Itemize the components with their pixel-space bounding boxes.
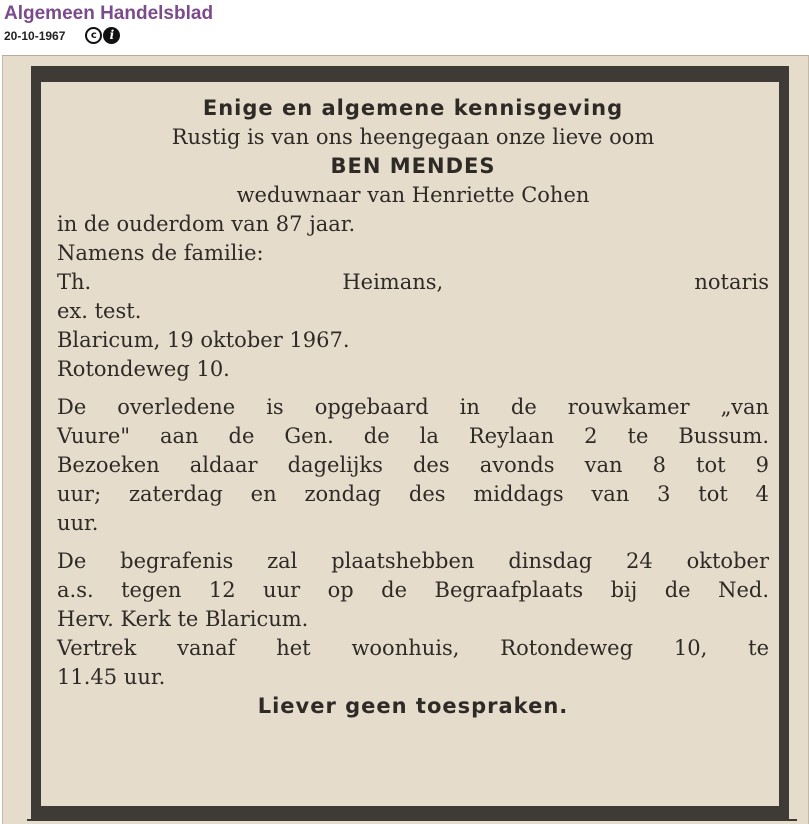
death-notice-text	[57, 94, 769, 721]
funeral-line: Herv. Kerk te Blaricum.	[57, 607, 309, 631]
viewing-line: Vuure" aan de Gen. de la Reylaan 2 te Bussum.	[57, 424, 769, 448]
departure-line: Vertrek vanaf het woonhuis, Rotondeweg 10, te	[57, 636, 769, 660]
closing-line: Liever geen toespraken.	[257, 694, 569, 718]
page-header	[4, 2, 213, 44]
meta-row	[4, 27, 213, 44]
newspaper-title[interactable]: Algemeen Handelsblad	[4, 3, 214, 24]
notice-intro: Rustig is van ons heengegaan onze lieve oom	[171, 125, 655, 149]
address-line: Rotondeweg 10.	[57, 357, 230, 381]
viewing-line: Bezoeken aldaar dagelijks des avonds van 8 tot 9	[57, 453, 769, 477]
death-notice-box	[31, 66, 789, 820]
viewing-line: De overledene is opgebaard in de rouwkamer „van	[57, 395, 769, 419]
viewing-paragraph	[57, 393, 769, 538]
widower-line: weduwnaar van Henriette Cohen	[236, 183, 590, 207]
departure-paragraph	[57, 634, 769, 692]
departure-line: 11.45 uur.	[57, 665, 166, 689]
copyright-icon[interactable]: c	[85, 27, 102, 44]
place-date: Blaricum, 19 oktober 1967.	[57, 328, 350, 352]
funeral-line: De begrafenis zal plaatshebben dinsdag 24 oktober	[57, 549, 769, 573]
viewing-line: uur.	[57, 511, 99, 535]
family-signer: Th. Heimans, notaris	[57, 270, 769, 294]
info-icon[interactable]: i	[103, 27, 120, 44]
funeral-line: a.s. tegen 12 uur op de Begraafplaats bij de Ned.	[57, 578, 769, 602]
bottom-rule	[27, 819, 797, 821]
publication-date: 20-10-1967	[4, 28, 66, 43]
viewing-line: uur; zaterdag en zondag des middags van 3 tot 4	[57, 482, 769, 506]
age-line: in de ouderdom van 87 jaar.	[57, 212, 356, 236]
funeral-paragraph	[57, 547, 769, 634]
newspaper-clipping	[2, 55, 809, 824]
notice-heading: Enige en algemene kennisgeving	[202, 96, 624, 120]
deceased-name: BEN MENDES	[330, 154, 496, 178]
family-label: Namens de familie:	[57, 241, 264, 265]
icon-group	[85, 27, 120, 44]
family-signer-2: ex. test.	[57, 299, 142, 323]
